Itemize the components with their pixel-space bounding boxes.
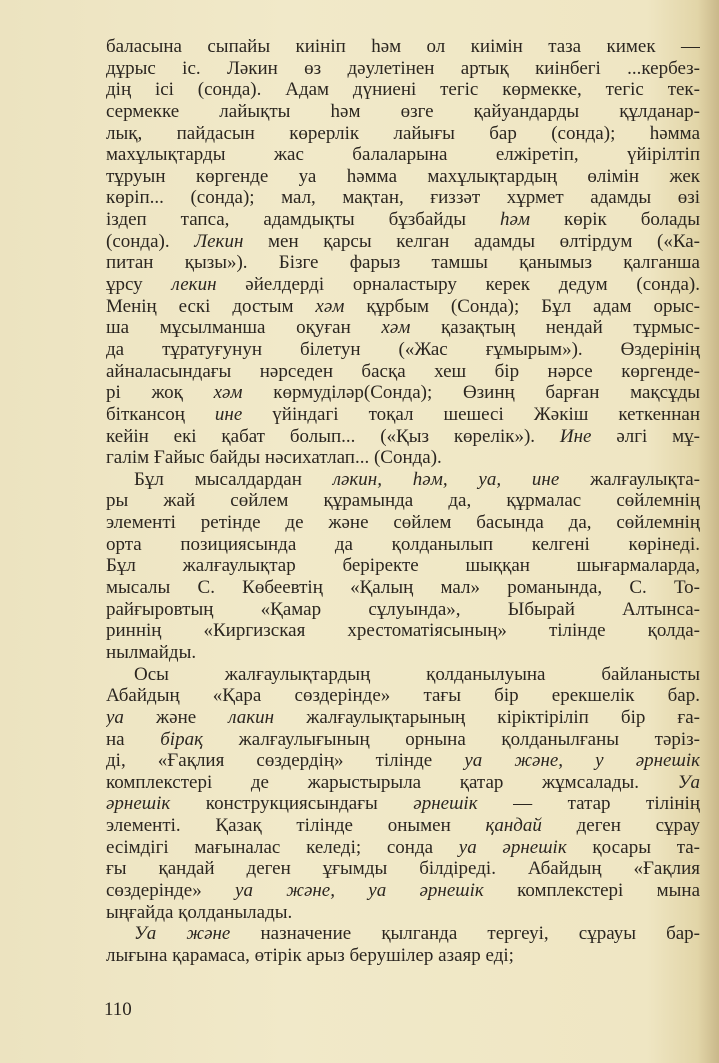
text-line — [106, 534, 700, 556]
text-run: ры жай сөйлем құрамында да, құрмалас сөйлемнің — [106, 490, 700, 512]
text-run: назначение қылганда тергеуі, сұрауы бар- — [230, 923, 700, 945]
text-run: ғы қандай деген ұғымды білдіреді. Абайдың «Ғақлия — [106, 858, 700, 880]
text-line — [106, 858, 700, 880]
text-run: қазақтың нендай тұрмыс- — [410, 317, 700, 339]
text-line — [106, 880, 700, 902]
text-run: да тұратуғунун білетун («Жас ғұмырым»). Өздерінің — [106, 338, 700, 360]
text-line — [106, 707, 700, 729]
text-run: жалғаулығының орнына қолданылғаны тәріз- — [202, 728, 700, 750]
text-line — [106, 664, 700, 686]
text-run: жалғаулықта- — [559, 468, 700, 490]
text-line — [106, 274, 700, 296]
text-line — [106, 231, 700, 253]
text-line — [106, 620, 700, 642]
text-line — [106, 685, 700, 707]
text-run: жалғаулықтарының кіріктіріліп бір ға- — [274, 706, 700, 728]
text-run: айналасындағы нәрседен басқа хеш бір нәрсе көргенде- — [106, 360, 700, 382]
italic-term: Уа — [677, 771, 700, 793]
italic-term: Лекин — [194, 230, 244, 252]
text-run: элементі ретінде де және сөйлем басында да, сөйлемнің — [106, 512, 700, 534]
text-run: лығына қарамаса, өтірік арыз берушілер азаяр еді; — [106, 944, 514, 966]
italic-term: ине — [214, 403, 243, 425]
text-run: (сонда). — [106, 230, 195, 252]
italic-term: хәм — [315, 295, 345, 317]
text-run: галім Ғайыс байды нәсихатлап... (Сонда). — [106, 447, 442, 469]
text-run: ша мұсылманша оқуған — [106, 317, 382, 339]
text-run: әйелдерді орналастыру керек дедум (сонда). — [216, 274, 700, 296]
text-run: тұруын көргенде уа һәмма махұлықтардың өлімін жек — [106, 165, 700, 187]
text-run: есімдігі мағыналас келеді; сонда — [106, 836, 459, 858]
italic-term: қандай — [485, 815, 542, 837]
text-run: Бұл мысалдардан — [134, 468, 333, 490]
text-line — [106, 772, 700, 794]
text-run: баласына сыпайы киініп һәм ол киімін таза кимек — — [106, 36, 700, 57]
text-run: деген сұрау — [541, 815, 700, 837]
text-line — [106, 36, 700, 58]
text-line — [106, 79, 700, 101]
text-run: — татар тілінің — [477, 793, 700, 815]
text-line — [106, 793, 700, 815]
text-run: орта позициясында да қолданылып келгені көрінеді. — [106, 533, 700, 555]
text-line — [106, 750, 700, 772]
italic-term: һәм — [499, 209, 531, 231]
text-run: комплекстері де жарыстырыла қатар жұмсалады. — [106, 771, 678, 793]
text-run: Абайдың «Қара сөздерінде» тағы бір ерекшелік бар. — [106, 685, 700, 707]
italic-term: бірақ — [160, 728, 203, 750]
italic-term: хәм — [381, 317, 411, 339]
page-number: 110 — [104, 999, 132, 1020]
text-line — [106, 447, 700, 469]
text-run: Бұл жалғаулықтар беріректе шыққан шығармаларда, — [106, 555, 700, 577]
text-line — [106, 945, 700, 967]
text-run: қосары та- — [566, 836, 700, 858]
text-line — [106, 469, 700, 491]
text-line — [106, 382, 700, 404]
text-line — [106, 902, 700, 924]
text-line — [106, 101, 700, 123]
italic-term: уа және, уа әрнешік — [235, 879, 484, 901]
text-run: көрік болады — [530, 209, 700, 231]
italic-term: уа — [106, 706, 124, 728]
italic-term: Ине — [559, 425, 592, 447]
text-run: үйіндагі тоқал шешесі Жәкіш кеткеннан — [242, 403, 700, 425]
text-line — [106, 555, 700, 577]
text-line — [106, 642, 700, 664]
text-line — [106, 577, 700, 599]
italic-term: лекин — [171, 274, 217, 296]
text-line — [106, 317, 700, 339]
text-run: сермекке лайықты һәм өзге қайуандарды құлданар- — [106, 100, 700, 122]
text-run: дің ісі (сонда). Адам дүниені тегіс көрмекке, тегіс тек- — [106, 79, 700, 101]
text-line — [106, 296, 700, 318]
text-run: мен қарсы келган адамды өлтірдум («Ка- — [243, 230, 700, 252]
italic-term: Уа және — [134, 923, 231, 945]
text-run: питан қызы»). Бізге фарыз тамшы қанымыз қалганша — [106, 252, 700, 274]
body-text — [106, 36, 700, 967]
text-run: на — [106, 728, 161, 750]
italic-term: ләкин, һәм, уа, ине — [332, 468, 560, 490]
text-line — [106, 404, 700, 426]
text-run: көрмуділәр(Сонда); Өзинң барған мақсұды — [242, 382, 700, 404]
text-run: рі жоқ — [106, 382, 214, 404]
text-run: көріп... (сонда); мал, мақтан, ғиззәт хұрмет адамды өзі — [106, 187, 700, 209]
italic-term: әрнешік — [413, 793, 478, 815]
text-line — [106, 599, 700, 621]
text-run: ді, «Ғақлия сөздердің» тілінде — [106, 750, 465, 772]
text-line — [106, 58, 700, 80]
text-run: сөздерінде» — [106, 879, 236, 901]
text-run: дұрыс іс. Ләкин өз дәулетінен артық киінбегі ...кербез- — [106, 57, 700, 79]
text-line — [106, 490, 700, 512]
text-run: Менің ескі достым — [106, 295, 316, 317]
text-run: райғыровтың «Қамар сұлуында», Ыбырай Алтынса- — [106, 598, 700, 620]
text-line — [106, 837, 700, 859]
text-run: комплекстері мына — [483, 879, 700, 901]
text-line — [106, 166, 700, 188]
text-line — [106, 361, 700, 383]
text-run: мысалы С. Көбеевтің «Қалың мал» романында, С. То- — [106, 577, 700, 599]
text-run: конструкциясындағы — [170, 793, 414, 815]
italic-term: әрнешік — [106, 793, 171, 815]
text-line — [106, 209, 700, 231]
text-run: біткансоң — [106, 403, 215, 425]
text-line — [106, 339, 700, 361]
text-line — [106, 923, 700, 945]
text-run: әлгі мұ- — [591, 425, 700, 447]
italic-term: лакин — [228, 706, 275, 728]
text-run: және — [123, 706, 229, 728]
text-line — [106, 426, 700, 448]
text-run: махұлықтарды жас балаларына елжіретіп, үйірілтіп — [106, 144, 700, 166]
text-run: элементі. Қазақ тілінде онымен — [106, 815, 486, 837]
text-run: кейін екі қабат болып... («Қыз көрелік»). — [106, 425, 560, 447]
text-run: ұрсу — [106, 274, 172, 296]
text-run: Осы жалғаулықтардың қолданылуына байланысты — [134, 663, 700, 685]
text-run: лық, пайдасын көрерлік лайығы бар (сонда); һәмма — [106, 122, 700, 144]
text-line — [106, 512, 700, 534]
text-line — [106, 729, 700, 751]
italic-term: уа және, у әрнешік — [464, 750, 700, 772]
text-run: құрбым (Сонда); Бұл адам орыс- — [344, 295, 700, 317]
italic-term: хәм — [213, 382, 243, 404]
text-line — [106, 144, 700, 166]
text-line — [106, 252, 700, 274]
italic-term: уа әрнешік — [458, 836, 567, 858]
text-line — [106, 187, 700, 209]
text-run: риннің «Киргизская хрестоматіясының» тілінде қолда- — [106, 620, 700, 642]
text-run: нылмайды. — [106, 641, 197, 663]
text-line — [106, 123, 700, 145]
text-run: іздеп тапса, адамдықты бұзбайды — [106, 209, 500, 231]
text-line — [106, 815, 700, 837]
text-run: ыңғайда қолданылады. — [106, 901, 293, 923]
